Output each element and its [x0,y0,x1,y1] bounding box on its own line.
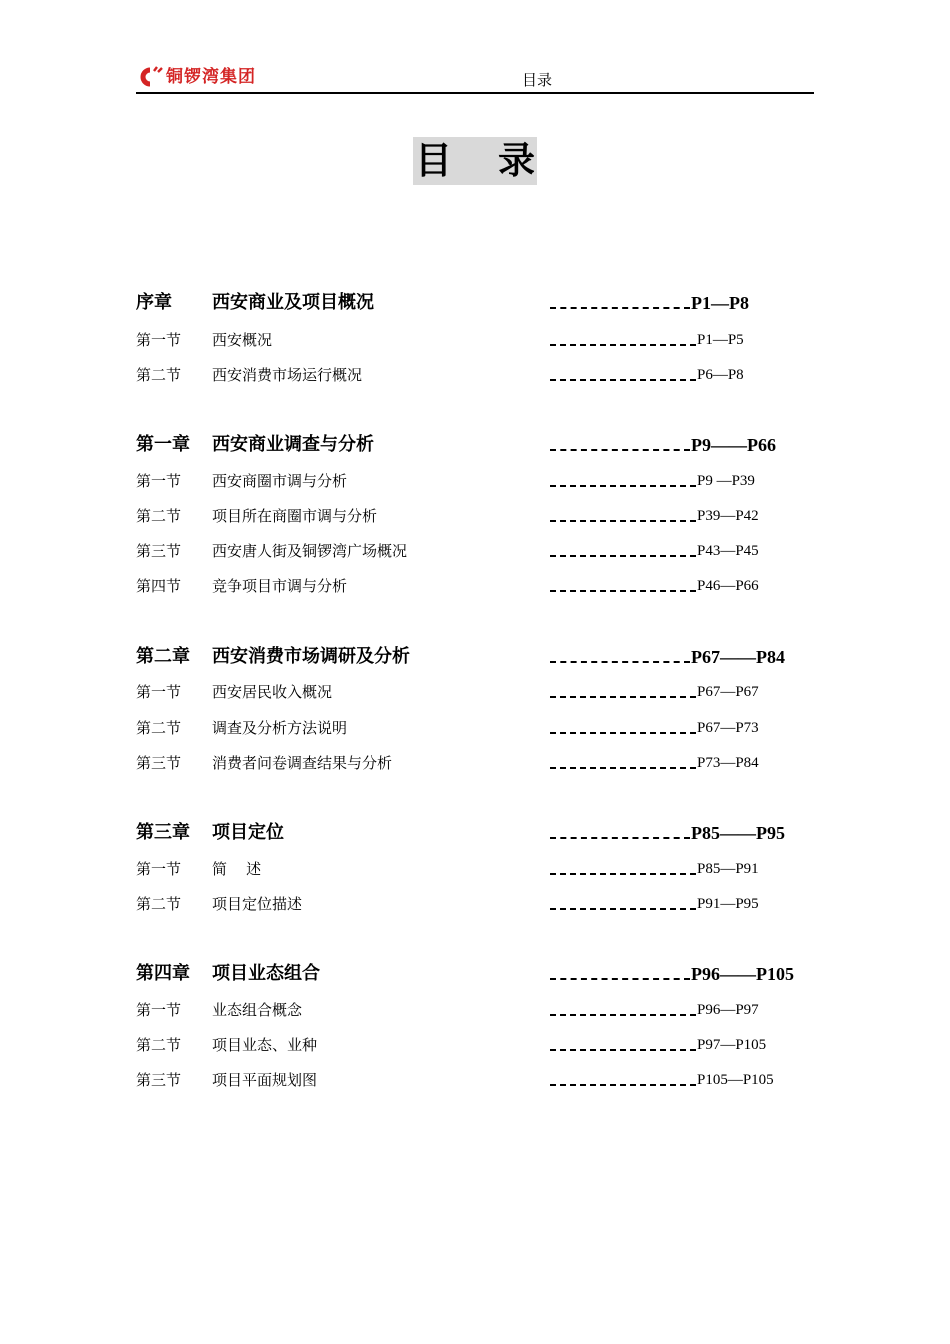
company-logo-text: 铜锣湾集团 [166,67,256,87]
toc-title: 项目业态、业种 [212,1036,318,1054]
toc-title: 西安商业及项目概况 [212,292,374,313]
toc-page-range: P96——P105 [691,964,794,984]
toc-label: 第三节 [136,542,182,560]
toc-title: 消费者问卷调查结果与分析 [212,754,393,772]
toc-section-row[interactable] [136,539,814,563]
toc-label: 第一节 [136,683,182,701]
toc-title: 业态组合概念 [212,1001,303,1019]
toc-title: 西安消费市场调研及分析 [212,646,410,667]
toc-label: 第三节 [136,1071,182,1089]
toc-dot-leader [550,297,690,309]
toc-page-range: P91—P95 [697,896,759,912]
toc-title: 西安唐人街及铜锣湾广场概况 [212,542,408,560]
header-title: 目录 [522,71,553,89]
toc-title: 项目所在商圈市调与分析 [212,507,378,525]
toc-title: 西安消费市场运行概况 [212,366,363,384]
toc-page-range: P43—P45 [697,543,759,559]
toc-title: 西安概况 [212,331,273,349]
toc-page-range: P39—P42 [697,508,759,524]
toc-dot-leader [550,334,696,346]
toc-label: 第二节 [136,366,182,384]
page-title [413,137,581,185]
toc-section-row[interactable] [136,751,814,775]
toc-title: 西安居民收入概况 [212,683,333,701]
toc-title: 项目业态组合 [212,963,320,984]
toc-section-row[interactable] [136,504,814,528]
toc-section-row[interactable] [136,469,814,493]
toc-dot-leader [550,898,696,910]
toc-label: 序章 [136,292,172,313]
toc-label: 第二节 [136,507,182,525]
toc-label: 第四节 [136,577,182,595]
toc-page-range: P1—P8 [691,293,749,313]
toc-chapter-row[interactable] [136,291,814,315]
toc-dot-leader [550,1039,696,1051]
toc-chapter-row[interactable] [136,821,814,845]
toc-label: 第一节 [136,1001,182,1019]
toc-dot-leader [550,757,696,769]
toc-title: 项目定位描述 [212,895,303,913]
toc-label: 第二章 [136,646,190,667]
toc-title: 竞争项目市调与分析 [212,577,348,595]
toc-label: 第一节 [136,331,182,349]
toc-dot-leader [550,827,690,839]
toc-label: 第一章 [136,434,190,455]
toc-page-range: P96—P97 [697,1002,759,1018]
toc-dot-leader [550,369,696,381]
toc-dot-leader [550,475,696,487]
toc-page-range: P67—P67 [697,684,759,700]
toc-section-row[interactable] [136,857,814,881]
toc-label: 第三节 [136,754,182,772]
toc-dot-leader [550,686,696,698]
toc-chapter-row[interactable] [136,962,814,986]
toc-section-row[interactable] [136,363,814,387]
toc-title: 简 述 [212,860,262,878]
toc-page-range: P85—P91 [697,861,759,877]
toc-title: 西安商圈市调与分析 [212,472,348,490]
toc-label: 第二节 [136,1036,182,1054]
toc-page-range: P67——P84 [691,647,785,667]
toc-section-row[interactable] [136,716,814,740]
toc-page-range: P73—P84 [697,755,759,771]
toc-page-range: P97—P105 [697,1037,767,1053]
toc-dot-leader [550,968,690,980]
page-title-text: 目录 [415,139,581,182]
toc-dot-leader [550,1074,696,1086]
page-header [136,64,814,94]
toc-section-row[interactable] [136,998,814,1022]
toc-chapter-row[interactable] [136,433,814,457]
toc-chapter-row[interactable] [136,645,814,669]
toc-title: 项目定位 [212,822,284,843]
toc-section-row[interactable] [136,574,814,598]
toc-label: 第四章 [136,963,190,984]
toc-dot-leader [550,545,696,557]
toc-label: 第二节 [136,895,182,913]
toc-page-range: P46—P66 [697,578,759,594]
toc-title: 西安商业调查与分析 [212,434,374,455]
toc-title: 调查及分析方法说明 [212,719,348,737]
toc-label: 第二节 [136,719,182,737]
toc-page-range: P85——P95 [691,823,785,843]
toc-dot-leader [550,863,696,875]
toc-section-row[interactable] [136,680,814,704]
toc-section-row[interactable] [136,892,814,916]
toc-page-range: P9——P66 [691,435,776,455]
toc-label: 第三章 [136,822,190,843]
company-logo-icon [136,66,164,88]
toc-label: 第一节 [136,472,182,490]
toc-dot-leader [550,439,690,451]
toc-title: 项目平面规划图 [212,1071,318,1089]
toc-page-range: P1—P5 [697,332,744,348]
company-logo [136,66,256,88]
toc-page-range: P67—P73 [697,720,759,736]
toc-section-row[interactable] [136,1033,814,1057]
toc-dot-leader [550,1004,696,1016]
toc-page-range: P105—P105 [697,1072,774,1088]
toc-label: 第一节 [136,860,182,878]
toc-dot-leader [550,651,690,663]
toc-dot-leader [550,722,696,734]
toc-section-row[interactable] [136,1068,814,1092]
toc-dot-leader [550,580,696,592]
toc-dot-leader [550,510,696,522]
toc-page-range: P6—P8 [697,367,744,383]
toc-section-row[interactable] [136,328,814,352]
toc-page-range: P9 —P39 [697,473,755,489]
